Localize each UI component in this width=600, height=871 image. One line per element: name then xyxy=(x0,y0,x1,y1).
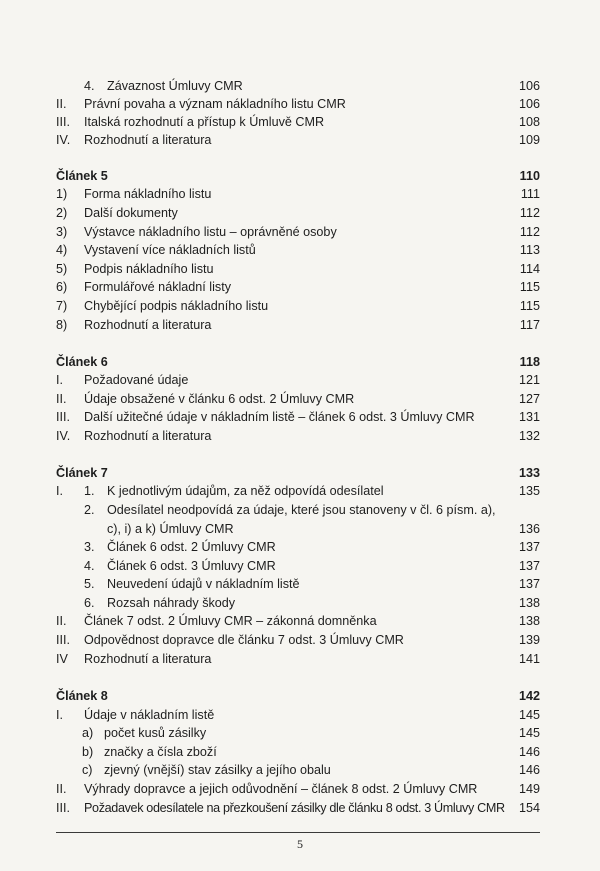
toc-entry-title: Odesílatel neodpovídá za údaje, které jsou stanoveny v čl. 6 písm. a), xyxy=(107,503,496,517)
toc-number: III. xyxy=(56,410,70,424)
toc-subnumber: 3. xyxy=(84,540,95,554)
toc-page-number: 108 xyxy=(518,115,540,129)
toc-subnumber: 4. xyxy=(84,559,95,573)
toc-number: 6) xyxy=(56,280,68,294)
toc-page-number: 106 xyxy=(518,97,540,111)
toc-page-number: 114 xyxy=(519,262,540,276)
toc-number: 5) xyxy=(56,262,68,276)
toc-entry xyxy=(0,594,600,612)
toc-entry xyxy=(0,743,600,761)
toc-page-number: 142 xyxy=(518,689,540,703)
toc-subnumber: b) xyxy=(82,745,94,759)
toc-page-number: 137 xyxy=(518,559,540,573)
toc-entry xyxy=(0,520,600,538)
toc-entry xyxy=(0,724,600,742)
toc-page-number: 112 xyxy=(519,206,540,220)
toc-entry-title: zjevný (vnější) stav zásilky a jejího obalu xyxy=(104,763,331,777)
toc-entry-title: Výstavce nákladního listu – oprávněné osoby xyxy=(84,225,337,239)
toc-number: II. xyxy=(56,614,67,628)
toc-entry-title: K jednotlivým údajům, za něž odpovídá odesílatel xyxy=(107,484,384,498)
toc-subnumber: 1. xyxy=(84,484,95,498)
toc-page-number: 145 xyxy=(518,708,540,722)
page-number: 5 xyxy=(297,837,303,851)
toc-number: III. xyxy=(56,801,70,815)
toc-number: IV. xyxy=(56,133,71,147)
toc-number: 2) xyxy=(56,206,68,220)
toc-heading-title: Článek 8 xyxy=(56,689,108,703)
toc-entry xyxy=(0,113,600,131)
toc-entry-title: Další užitečné údaje v nákladním listě – článek 6 odst. 3 Úmluvy CMR xyxy=(84,410,475,424)
toc-subnumber: 6. xyxy=(84,596,95,610)
toc-entry-title: Formulářové nákladní listy xyxy=(84,280,231,294)
toc-entry-title: Článek 6 odst. 2 Úmluvy CMR xyxy=(107,540,276,554)
toc-number: I. xyxy=(56,484,63,498)
toc-entry xyxy=(0,131,600,149)
toc-page-number: 118 xyxy=(519,355,540,369)
toc-page-number: 131 xyxy=(518,410,540,424)
toc-page-number: 137 xyxy=(518,540,540,554)
toc-entry-title: Forma nákladního listu xyxy=(84,187,212,201)
toc-page-number: 117 xyxy=(519,318,540,332)
toc-entry xyxy=(0,278,600,296)
footer-rule xyxy=(56,832,540,833)
toc-subnumber: 4. xyxy=(84,79,95,93)
toc-page-number: 121 xyxy=(518,373,540,387)
toc-number: III. xyxy=(56,633,70,647)
toc-number: 1) xyxy=(56,187,68,201)
toc-entry-title: Požadované údaje xyxy=(84,373,189,387)
toc-entry-title: Rozhodnutí a literatura xyxy=(84,133,212,147)
toc-heading xyxy=(0,167,600,185)
toc-subnumber: c) xyxy=(82,763,93,777)
toc-number: 8) xyxy=(56,318,68,332)
toc-entry xyxy=(0,316,600,334)
toc-entry-title: Další dokumenty xyxy=(84,206,178,220)
toc-entry-title: Právní povaha a význam nákladního listu CMR xyxy=(84,97,346,111)
toc-entry-title: Podpis nákladního listu xyxy=(84,262,214,276)
toc-page-number: 113 xyxy=(519,243,540,257)
toc-entry xyxy=(0,538,600,556)
toc-subnumber: 2. xyxy=(84,503,95,517)
toc-entry xyxy=(0,77,600,95)
toc-number: 4) xyxy=(56,243,68,257)
toc-entry xyxy=(0,557,600,575)
toc-page-number: 135 xyxy=(518,484,540,498)
toc-subnumber: 5. xyxy=(84,577,95,591)
toc-number: IV. xyxy=(56,429,71,443)
toc-entry-title: Údaje v nákladním listě xyxy=(84,708,215,722)
toc-entry xyxy=(0,241,600,259)
toc-entry xyxy=(0,706,600,724)
toc-number: IV xyxy=(56,652,68,666)
toc-page-number: 111 xyxy=(520,187,540,201)
toc-page-number: 138 xyxy=(518,614,540,628)
toc-entry xyxy=(0,575,600,593)
toc-entry-title: Rozhodnutí a literatura xyxy=(84,429,212,443)
toc-page-number: 146 xyxy=(518,763,540,777)
toc-entry-title: Požadavek odesílatele na přezkoušení zásilky dle článku 8 odst. 3 Úmluvy CMR xyxy=(84,801,505,815)
toc-page-number: 110 xyxy=(519,169,540,183)
toc-entry xyxy=(0,501,600,519)
toc-entry-title: Článek 6 odst. 3 Úmluvy CMR xyxy=(107,559,276,573)
toc-number: II. xyxy=(56,782,67,796)
toc-entry xyxy=(0,761,600,779)
toc-page-number: 145 xyxy=(518,726,540,740)
toc-number: 3) xyxy=(56,225,68,239)
toc-entry xyxy=(0,650,600,668)
toc-entry xyxy=(0,799,600,817)
toc-entry xyxy=(0,780,600,798)
toc-page-number: 132 xyxy=(518,429,540,443)
toc-entry-title: Výhrady dopravce a jejich odůvodnění – článek 8 odst. 2 Úmluvy CMR xyxy=(84,782,478,796)
toc-page-number: 138 xyxy=(518,596,540,610)
toc-entry xyxy=(0,260,600,278)
toc-entry-title: Údaje obsažené v článku 6 odst. 2 Úmluvy CMR xyxy=(84,392,355,406)
toc-heading-title: Článek 5 xyxy=(56,169,108,183)
toc-heading xyxy=(0,353,600,371)
toc-entry xyxy=(0,95,600,113)
toc-entry-title: Závaznost Úmluvy CMR xyxy=(107,79,243,93)
toc-page-number: 112 xyxy=(519,225,540,239)
toc-page-number: 115 xyxy=(519,299,540,313)
toc-heading-title: Článek 7 xyxy=(56,466,108,480)
toc-page-number: 109 xyxy=(518,133,540,147)
toc-page-number: 141 xyxy=(518,652,540,666)
toc-entry xyxy=(0,185,600,203)
toc-entry-title: c), i) a k) Úmluvy CMR xyxy=(107,522,234,536)
toc-entry-title: Italská rozhodnutí a přístup k Úmluvě CMR xyxy=(84,115,325,129)
toc-number: II. xyxy=(56,97,67,111)
toc-number: II. xyxy=(56,392,67,406)
toc-heading-title: Článek 6 xyxy=(56,355,108,369)
toc-page-number: 139 xyxy=(518,633,540,647)
toc-number: III. xyxy=(56,115,70,129)
toc-entry xyxy=(0,204,600,222)
toc-entry xyxy=(0,297,600,315)
toc-number: I. xyxy=(56,373,63,387)
toc-entry xyxy=(0,223,600,241)
toc-page-number: 154 xyxy=(518,801,540,815)
toc-page-number: 115 xyxy=(519,280,540,294)
toc-page-number: 149 xyxy=(518,782,540,796)
toc-page-number: 127 xyxy=(518,392,540,406)
toc-entry-title: Odpovědnost dopravce dle článku 7 odst. 3 Úmluvy CMR xyxy=(84,633,404,647)
toc-entry-title: Chybějící podpis nákladního listu xyxy=(84,299,269,313)
toc-entry-title: Rozsah náhrady škody xyxy=(107,596,236,610)
toc-entry xyxy=(0,482,600,500)
toc-page-number: 133 xyxy=(518,466,540,480)
toc-number: 7) xyxy=(56,299,68,313)
toc-entry-title: Článek 7 odst. 2 Úmluvy CMR – zákonná domněnka xyxy=(84,614,377,628)
toc-subnumber: a) xyxy=(82,726,94,740)
toc-entry-title: Vystavení více nákladních listů xyxy=(84,243,256,257)
toc-entry xyxy=(0,427,600,445)
toc-entry xyxy=(0,408,600,426)
toc-entry-title: Neuvedení údajů v nákladním listě xyxy=(107,577,300,591)
toc-entry-title: počet kusů zásilky xyxy=(104,726,207,740)
toc-entry xyxy=(0,371,600,389)
toc-heading xyxy=(0,464,600,482)
toc-entry xyxy=(0,390,600,408)
toc-entry-title: Rozhodnutí a literatura xyxy=(84,652,212,666)
toc-entry xyxy=(0,631,600,649)
toc-number: I. xyxy=(56,708,63,722)
toc-page-number: 137 xyxy=(518,577,540,591)
toc-page-number: 146 xyxy=(518,745,540,759)
toc-entry-title: Rozhodnutí a literatura xyxy=(84,318,212,332)
toc-page-number: 136 xyxy=(518,522,540,536)
toc-page-number: 106 xyxy=(518,79,540,93)
toc-entry xyxy=(0,612,600,630)
toc-entry-title: značky a čísla zboží xyxy=(104,745,217,759)
toc-heading xyxy=(0,687,600,705)
